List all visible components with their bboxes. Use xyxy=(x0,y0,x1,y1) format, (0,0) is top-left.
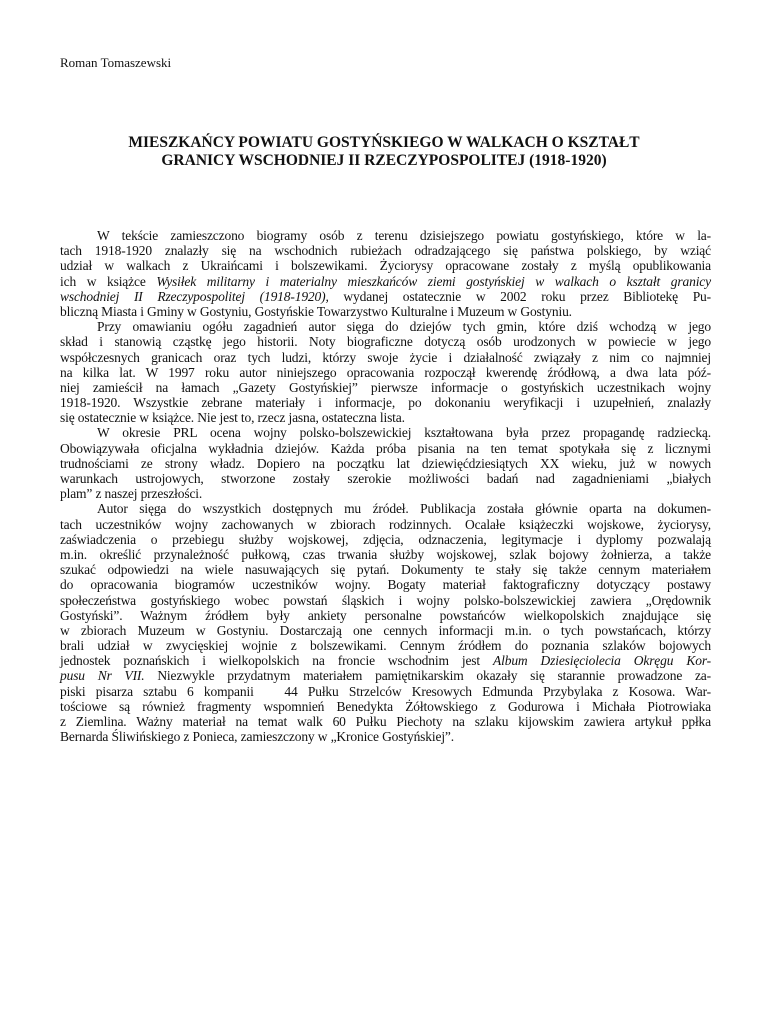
title-line: GRANICY WSCHODNIEJ II RZECZYPOSPOLITEJ (1918-1920) xyxy=(161,152,607,169)
line-text: ich w książce xyxy=(60,273,157,289)
line-text: W okresie PRL ocena wojny polsko-bolszewickiej kształtowana była przez propagandę radziecką. xyxy=(97,425,711,441)
line-text: do opracowania biogramów uczestników wojny. Bogaty materiał faktograficzny dotyczący postawy xyxy=(60,577,711,593)
line-text: na kilka lat. W 1997 roku autor niniejszego opracowania rozpoczął kwerendę źródłową, a dwa lata póź- xyxy=(60,364,711,380)
line-text: bliczną Miasta i Gminy w Gostyniu, Gostyńskie Towarzystwo Kulturalne i Muzeum w Gostyniu. xyxy=(60,303,572,319)
body-line xyxy=(60,486,711,501)
document-title xyxy=(60,134,708,170)
body-line xyxy=(60,532,711,547)
body-line xyxy=(60,380,711,395)
italic-title-text: Album Dziesięciolecia Okręgu Kor- xyxy=(493,653,712,669)
line-text: Przy omawianiu ogółu zagadnień autor sięga do dziejów tych gmin, które dziś wchodzą w jego xyxy=(97,319,711,335)
body-line xyxy=(60,623,711,638)
body-line xyxy=(60,714,711,729)
body-line xyxy=(60,425,711,440)
body-line xyxy=(60,289,711,304)
body-line xyxy=(60,684,711,699)
body-line xyxy=(60,471,711,486)
body-line xyxy=(60,456,711,471)
body-line xyxy=(60,350,711,365)
italic-title-text: pusu Nr VII. xyxy=(60,668,145,684)
body-line xyxy=(60,517,711,532)
body-line xyxy=(60,274,711,289)
body-line xyxy=(60,562,711,577)
author-name: Roman Tomaszewski xyxy=(60,55,172,70)
body-line xyxy=(60,365,711,380)
line-text: piski pisarza sztabu 6 kompanii 44 Pułku Strzelców Kresowych Edmunda Przybylaka z Kosowa. War- xyxy=(60,683,711,699)
line-text: w zbiorach Muzeum w Gostyniu. Dostarczają one cennych informacji m.in. o tych powstańcach, którzy xyxy=(60,622,711,638)
line-text: Gostyński”. Ważnym źródłem były ankiety personalne powstańców wielkopolskich znajdujące się xyxy=(60,607,711,623)
italic-title-text: Wysiłek militarny i materialny mieszkańców ziemi gostyńskiej w walkach o kształt granicy xyxy=(156,273,711,289)
body-line xyxy=(60,653,711,668)
body-line xyxy=(60,319,711,334)
line-text: plam” z naszej przeszłości. xyxy=(60,486,203,502)
line-text: W tekście zamieszczono biogramy osób z terenu dzisiejszego powiatu gostyńskiego, które w la- xyxy=(97,228,711,243)
line-text: m.in. określić przynależność pułkową, czas trwania służby wojskowej, szlak bojowy żołnierza, a także xyxy=(60,546,711,562)
line-text: społeczeństwa gostyńskiego wobec powstań śląskich i wojny polsko-bolszewickiej zawiera „Orędownik xyxy=(60,592,711,608)
body-line xyxy=(60,608,711,623)
body-line xyxy=(60,441,711,456)
line-text: warunkach ustrojowych, stworzone zostały szerokie możliwości badań nad zagadnieniami „białych xyxy=(60,471,711,486)
line-text: Obowiązywała oficjalna wykładnia dziejów. Każda próba pisania na ten temat spotykała się z licznymi xyxy=(60,440,711,456)
body-line xyxy=(60,501,711,516)
title-line: MIESZKAŃCY POWIATU GOSTYŃSKIEGO W WALKACH O KSZTAŁT xyxy=(128,134,640,151)
body-line xyxy=(60,258,711,273)
line-text: skład i stanowią cząstkę jego historii. Noty biograficzne dotyczą osób urodzonych w powiecie w jego xyxy=(60,334,711,350)
line-text: tach uczestników wojny zachowanych w zbiorach rodzinnych. Ocalałe książeczki wojskowe, życiorysy, xyxy=(60,516,711,532)
line-text: Autor sięga do wszystkich dostępnych mu źródeł. Publikacja została głównie oparta na dokumen- xyxy=(97,501,711,517)
body-line xyxy=(60,410,711,425)
line-text: szukać odpowiedzi na wiele nasuwających się pytań. Dokumenty te stały się także cennym materiałem xyxy=(60,562,711,578)
body-line xyxy=(60,668,711,683)
body-line xyxy=(60,334,711,349)
body-line xyxy=(60,638,711,653)
body-line xyxy=(60,577,711,592)
line-text: wydanej ostatecznie w 2002 roku przez Bibliotekę Pu- xyxy=(328,288,712,304)
line-text: trudnościami ze strony władz. Dopiero na początku lat dziewięćdziesiątych XX wieku, już w nowych xyxy=(60,455,711,471)
line-text: 1918-1920. Wszystkie zebrane materiały i informacje, po dokonaniu weryfikacji i uzupełnień, znalazły xyxy=(60,395,711,411)
body-line xyxy=(60,699,711,714)
line-text: się ostatecznie w książce. Nie jest to, rzecz jasna, ostateczna lista. xyxy=(60,410,405,426)
line-text: z Ziemlina. Ważny materiał na temat walk 60 Pułku Piechoty na szlaku kijowskim zawiera artykuł ppłka xyxy=(60,714,711,729)
italic-title-text: wschodniej II Rzeczypospolitej (1918-1920), xyxy=(60,288,329,304)
line-text: niej zamieścił na łamach „Gazety Gostyńskiej” pierwsze informacje o gostyńskich uczestnikach wojny xyxy=(60,379,711,395)
body-line xyxy=(60,395,711,410)
line-text: zaświadczenia o przebiegu służby wojskowej, zdjęcia, odznaczenia, legitymacje i dyplomy pozwalają xyxy=(60,531,711,547)
line-text: współczesnych granicach oraz tych ludzi, którzy swoje życie i działalność związały z nim co najmniej xyxy=(60,349,711,365)
body-text xyxy=(60,228,711,744)
body-line xyxy=(60,547,711,562)
body-line xyxy=(60,228,711,243)
line-text: tach 1918-1920 znalazły się na wschodnich rubieżach odradzającego się państwa polskiego, by wziąć xyxy=(60,243,711,259)
line-text: Niezwykle przydatnym materiałem pamiętnikarskim okazały się starannie prowadzone za- xyxy=(144,668,711,684)
body-line xyxy=(60,304,711,319)
line-text: Bernarda Śliwińskiego z Ponieca, zamieszczony w „Kronice Gostyńskiej”. xyxy=(60,729,454,745)
body-line xyxy=(60,593,711,608)
body-line xyxy=(60,729,711,744)
line-text: tościowe są również fragmenty wspomnień Benedykta Żółtowskiego z Godurowa i Michała Piotrowiaka xyxy=(60,698,711,714)
line-text: jednostek poznańskich i wielkopolskich na froncie wschodnim jest xyxy=(60,653,494,669)
line-text: brali udział w zwycięskiej wojnie z bolszewikami. Cennym źródłem do poznania szlaków bojowych xyxy=(60,638,711,654)
line-text: udział w walkach z Ukraińcami i bolszewikami. Życiorysy opracowane zostały z myślą opublikowania xyxy=(60,258,711,274)
body-line xyxy=(60,243,711,258)
